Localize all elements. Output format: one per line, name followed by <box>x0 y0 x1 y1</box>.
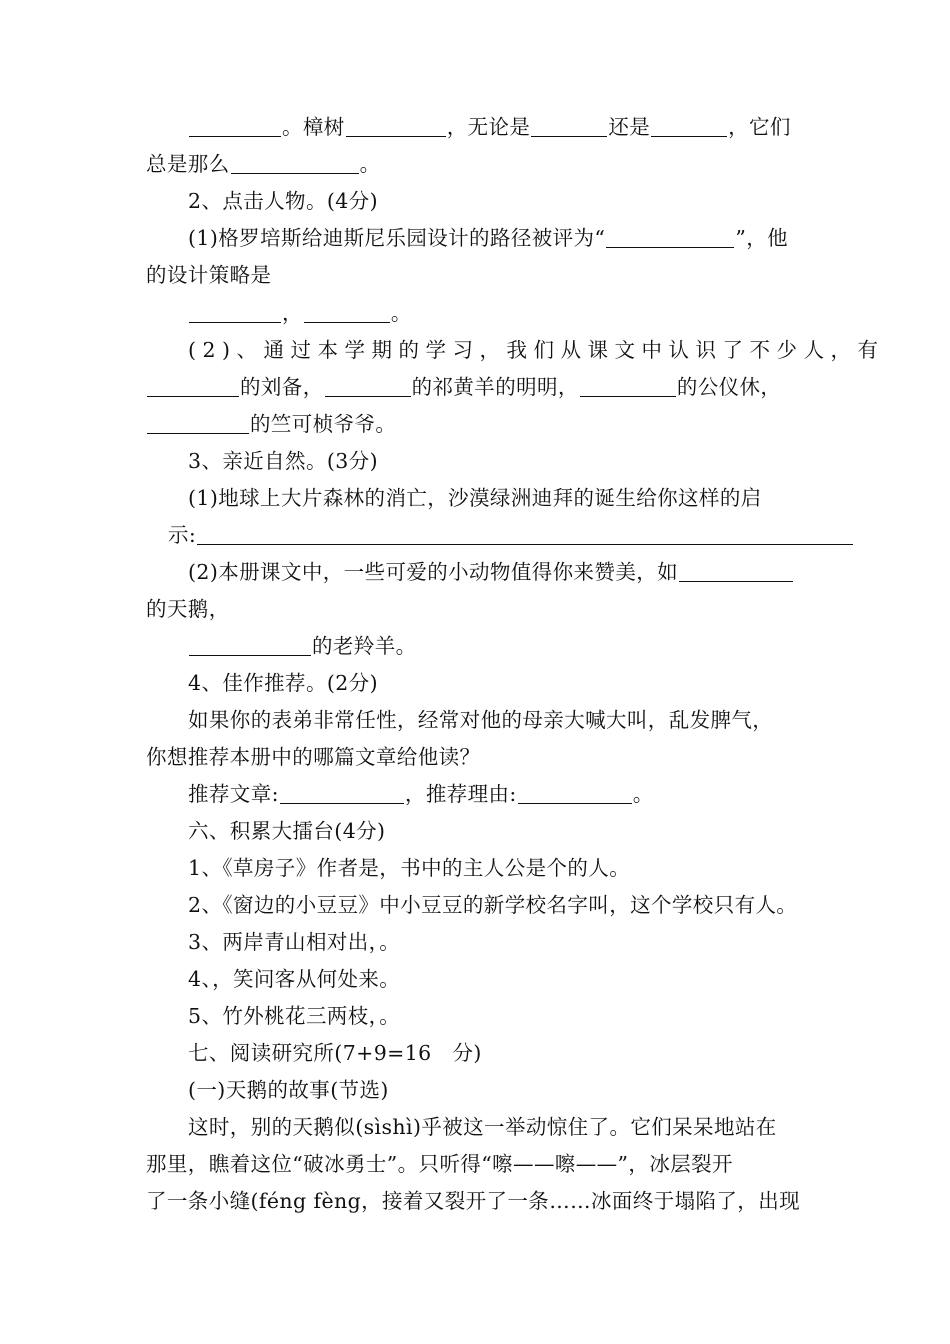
answer-blank[interactable] <box>606 227 734 248</box>
text-segment: 的设计策略是 <box>146 263 272 287</box>
text-segment: (1)格罗培斯给迪斯尼乐园设计的路径被评为“ <box>188 226 606 250</box>
section-heading <box>188 817 385 845</box>
text-segment: 的祁黄羊的明明， <box>411 375 579 399</box>
answer-blank[interactable] <box>346 116 446 137</box>
question-heading <box>188 447 378 475</box>
text-line <box>146 150 381 178</box>
text-segment: 了一条小缝(féng fèng，接着又裂开了一条……冰面终于塌陷了，出现 <box>146 1189 801 1213</box>
answer-blank[interactable] <box>189 116 281 137</box>
text-line <box>188 706 773 734</box>
text-segment: (2)本册课文中，一些可爱的小动物值得你来赞美，如 <box>188 560 679 584</box>
answer-blank[interactable] <box>280 783 404 804</box>
text-line <box>146 595 230 623</box>
text-line <box>188 484 762 512</box>
text-segment: 5、竹外桃花三两枝，。 <box>188 1004 401 1028</box>
text-segment: 那里，瞧着这位“破冰勇士”。只听得“嚓——嚓——”，冰层裂开 <box>146 1152 733 1176</box>
text-segment: 。 <box>632 782 654 806</box>
text-segment: 的老羚羊。 <box>312 634 417 658</box>
text-segment: (一)天鹅的故事(节选) <box>188 1078 389 1102</box>
text-segment: 2、《窗边的小豆豆》中小豆豆的新学校名字叫，这个学校只有人。 <box>188 893 798 917</box>
answer-blank[interactable] <box>189 302 281 323</box>
text-segment: 。 <box>359 152 381 176</box>
answer-blank[interactable] <box>147 376 239 397</box>
text-segment: ”，他 <box>735 226 789 250</box>
text-segment: 。樟树 <box>282 115 345 139</box>
question-heading <box>188 187 378 215</box>
text-segment: 总是那么 <box>146 152 230 176</box>
text-segment: 如果你的表弟非常任性，经常对他的母亲大喊大叫，乱发脾气， <box>188 708 774 732</box>
text-segment: 这时，别的天鹅似(sìshì)乎被这一举动惊住了。它们呆呆地站在 <box>188 1115 777 1139</box>
text-segment: ，无论是 <box>446 115 531 139</box>
text-segment: 3、亲近自然。(3分) <box>188 449 378 473</box>
text-segment: ，它们 <box>728 115 791 139</box>
text-segment: 4、，笑问客从何处来。 <box>188 967 401 991</box>
text-line <box>146 261 271 289</box>
text-line <box>188 632 417 660</box>
answer-blank[interactable] <box>518 783 632 804</box>
text-segment: 推荐文章: <box>188 782 279 806</box>
text-line <box>188 928 400 956</box>
answer-blank[interactable] <box>197 524 853 545</box>
answer-blank[interactable] <box>304 302 390 323</box>
text-segment: 的竺可桢爷爷。 <box>250 412 397 436</box>
answer-blank[interactable] <box>231 153 359 174</box>
answer-blank[interactable] <box>325 376 411 397</box>
text-line <box>188 780 654 808</box>
text-line <box>146 373 781 401</box>
text-segment: 还是 <box>608 115 651 139</box>
text-segment: 七、阅读研究所(7+9=16 分) <box>188 1041 482 1065</box>
text-segment: 。 <box>390 301 412 325</box>
text-segment: 你想推荐本册中的哪篇文章给他读？ <box>146 745 481 769</box>
text-line <box>188 854 630 882</box>
text-segment: 的天鹅， <box>146 597 230 621</box>
text-segment: 2、点击人物。(4分) <box>188 189 378 213</box>
text-segment: (2)、通过本学期的学习，我们从课文中认识了不少人，有 <box>188 338 885 362</box>
text-line <box>188 891 797 919</box>
answer-blank[interactable] <box>651 116 727 137</box>
question-heading <box>188 669 378 697</box>
text-line <box>188 336 885 364</box>
passage-line <box>188 1113 777 1141</box>
section-heading <box>188 1039 482 1067</box>
text-segment: 4、佳作推荐。(2分) <box>188 671 378 695</box>
text-segment: 示: <box>168 523 197 547</box>
passage-line <box>146 1187 800 1215</box>
answer-blank[interactable] <box>189 635 311 656</box>
text-line <box>146 743 480 771</box>
passage-title <box>188 1076 389 1104</box>
text-segment: 1、《草房子》作者是，书中的主人公是个的人。 <box>188 856 631 880</box>
text-line <box>188 299 412 327</box>
text-line <box>146 410 396 438</box>
text-segment: 的公仪休， <box>676 375 782 399</box>
answer-blank[interactable] <box>679 561 793 582</box>
text-line <box>188 113 791 141</box>
text-segment: 的刘备， <box>240 375 324 399</box>
text-line <box>188 224 788 252</box>
passage-line <box>146 1150 733 1178</box>
text-segment: ， <box>282 301 303 325</box>
text-line <box>188 558 794 586</box>
text-segment: ，推荐理由: <box>404 782 517 806</box>
answer-blank[interactable] <box>580 376 676 397</box>
text-segment: 3、两岸青山相对出，。 <box>188 930 401 954</box>
answer-blank[interactable] <box>531 116 607 137</box>
text-segment: 六、积累大擂台(4分) <box>188 819 386 843</box>
answer-blank[interactable] <box>147 413 249 434</box>
text-line <box>188 1002 400 1030</box>
text-segment: (1)地球上大片森林的消亡，沙漠绿洲迪拜的诞生给你这样的启 <box>188 486 762 510</box>
text-line <box>168 521 854 549</box>
text-line <box>188 965 400 993</box>
